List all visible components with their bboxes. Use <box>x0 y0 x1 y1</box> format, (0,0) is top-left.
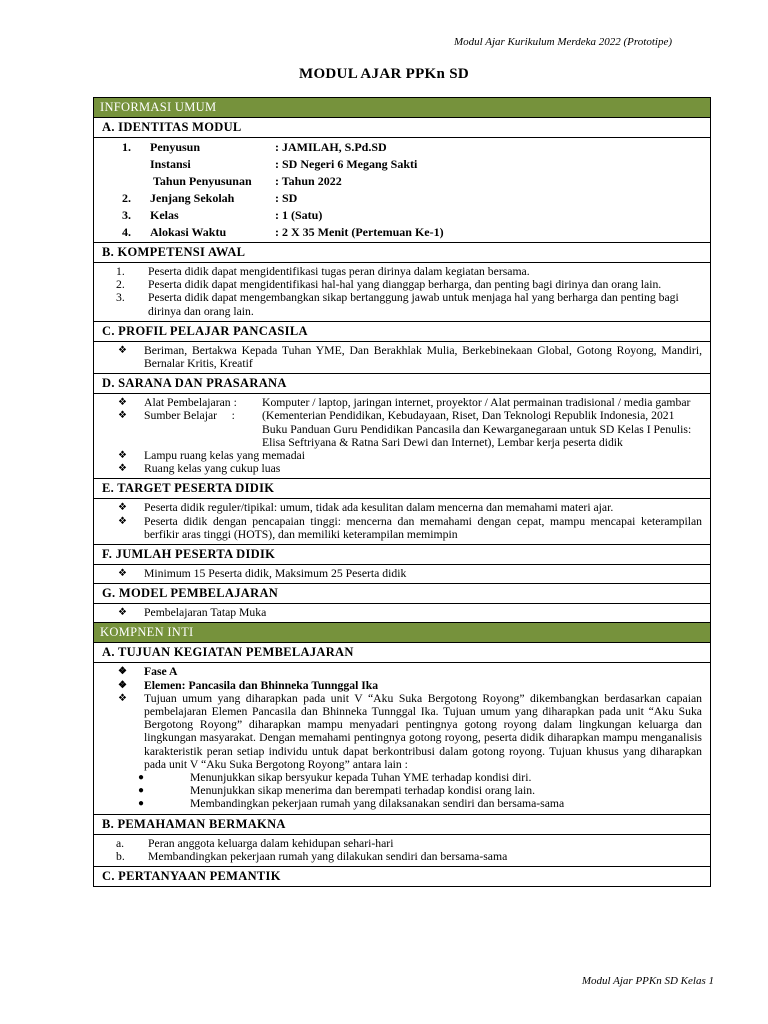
heading-model: G. MODEL PEMBELAJARAN <box>94 584 710 604</box>
list-item: 2. Peserta didik dapat mengidentifikasi hal-hal yang dianggap berharga, dan penting bagi dirinya dan orang lain. <box>116 278 662 292</box>
list-item: a. Peran anggota keluarga dalam kehidupan sehari-hari <box>116 836 394 850</box>
identitas-body <box>94 138 710 243</box>
model-body: ❖ Pembelajaran Tatap Muka <box>94 604 710 623</box>
diamond-bullet-icon: ❖ <box>118 450 127 462</box>
heading-sarana: D. SARANA DAN PRASARANA <box>94 374 710 394</box>
bullet-icon: ● <box>138 798 145 810</box>
diamond-bullet-icon: ❖ <box>118 463 127 475</box>
diamond-bullet-icon: ❖ <box>118 344 127 356</box>
heading-pertanyaan: C. PERTANYAAN PEMANTIK <box>102 869 281 884</box>
identitas-row: Instansi : SD Negeri 6 Megang Sakti <box>150 157 418 171</box>
identitas-row: 2. Jenjang Sekolah : SD <box>122 191 298 205</box>
heading-pemahaman: B. PEMAHAMAN BERMAKNA <box>94 815 710 835</box>
jumlah-body: ❖ Minimum 15 Peserta didik, Maksimum 25 Peserta didik <box>94 565 710 584</box>
target-body: ❖ Peserta didik reguler/tipikal: umum, tidak ada kesulitan dalam mencerna dan memahami materi ajar. ❖ Peserta didik dengan pencapaian tinggi: mencerna dan memahami dengan cepat, mampu mencapai keterampilan berfikir aras tinggi (HOTS), dan memiliki keterampilan memimpin <box>94 499 710 545</box>
list-item: 1. Peserta didik dapat mengidentifikasi tugas peran dirinya dalam kegiatan bersama. <box>116 265 530 278</box>
heading-identitas: A. IDENTITAS MODUL <box>94 118 710 138</box>
pemahaman-body <box>94 835 710 867</box>
list-item: 3. Peserta didik dapat mengembangkan sikap bertanggung jawab untuk menjaga hal yang berharga dan penting bagi dirinya dan orang lain. <box>116 291 679 318</box>
diamond-bullet-icon: ❖ <box>118 502 127 514</box>
tujuan-body: ❖ Fase A ❖ Elemen: Pancasila dan Bhinneka Tunnggal Ika ❖ Tujuan umum yang diharapkan pada unit V “Aku Suka Bergotong Royong” dikembangkan berdasarkan capaian pembelajaran Elemen Pancasila dan Bhinneka Tunnggal Ika. Tujuan umum yang diharapkan pada unit “Aku Suka Bergotong Royong” diharapkan mampu menyadari pentingnya gotong royong dalam lingkungan keluarga dan lingkungan masyarakat. Dengan memahami pentingnya gotong royong, peserta didik diharapkan mampu menganalisis karakteristik peran setiap individu untuk dapat berkontribusi dalam gotong royong. Tujuan khusus yang diharapkan pada unit V “Aku Suka Bergotong Royong” antara lain : ● Menunjukkan sikap bersyukur kepada Tuhan YME terhadap kondisi diri. ● Menunjukkan sikap menerima dan berempati terhadap kondisi orang lain. ● Membandingkan pekerjaan rumah yang dilaksanakan sendiri dan bersama-sama <box>94 663 710 814</box>
sarana-body: ❖ Alat Pembelajaran : Komputer / laptop, jaringan internet, proyektor / Alat permainan tradisional / media gambar ❖ Sumber Belajar : (Kementerian Pendidikan, Kebudayaan, Riset, Dan Teknologi Republik Indonesia, 2021 Buku Panduan Guru Pendidikan Pancasila dan Kewarganegaraan untuk SD Kelas I Penulis: Elisa Seftriyana & Ratna Sari Dewi dan Internet), Lembar kerja peserta didik ❖ Lampu ruang kelas yang memadai ❖ Ruang kelas yang cukup luas <box>94 394 710 479</box>
diamond-bullet-icon: ❖ <box>118 607 127 619</box>
bullet-icon: ● <box>138 772 145 784</box>
identitas-row: 4. Alokasi Waktu : 2 X 35 Menit (Pertemuan Ke-1) <box>122 225 444 239</box>
diamond-bullet-icon: ❖ <box>118 692 127 704</box>
band-informasi-umum: INFORMASI UMUM <box>94 98 710 118</box>
kompetensi-body <box>94 263 710 322</box>
page-title: MODUL AJAR PPKn SD <box>299 66 469 82</box>
heading-kompetensi: B. KOMPETENSI AWAL <box>94 243 710 263</box>
profil-body: ❖ Beriman, Bertakwa Kepada Tuhan YME, Dan Berakhlak Mulia, Berkebinekaan Global, Gotong Royong, Mandiri, Bernalar Kritis, Kreatif <box>94 342 710 374</box>
identitas-row: Tahun Penyusunan : Tahun 2022 <box>153 174 342 188</box>
diamond-bullet-icon: ❖ <box>118 397 127 409</box>
identitas-row: 1. Penyusun : JAMILAH, S.Pd.SD <box>122 140 387 154</box>
diamond-bullet-icon: ❖ <box>118 515 127 527</box>
diamond-bullet-icon: ❖ <box>118 679 127 691</box>
heading-target: E. TARGET PESERTA DIDIK <box>94 479 710 499</box>
module-table <box>93 97 711 887</box>
diamond-bullet-icon: ❖ <box>118 410 127 422</box>
heading-tujuan: A. TUJUAN KEGIATAN PEMBELAJARAN <box>94 643 710 663</box>
heading-profil: C. PROFIL PELAJAR PANCASILA <box>94 322 710 342</box>
running-header: Modul Ajar Kurikulum Merdeka 2022 (Prototipe) <box>453 36 672 48</box>
diamond-bullet-icon: ❖ <box>118 568 127 580</box>
heading-jumlah: F. JUMLAH PESERTA DIDIK <box>94 545 710 565</box>
bullet-icon: ● <box>138 785 145 797</box>
list-item: b. Membandingkan pekerjaan rumah yang dilakukan sendiri dan bersama-sama <box>116 849 508 863</box>
band-komponen-inti: KOMPNEN INTI <box>94 623 710 643</box>
identitas-row: 3. Kelas : 1 (Satu) <box>122 208 323 222</box>
page-footer: Modul Ajar PPKn SD Kelas 1 <box>581 975 714 987</box>
diamond-bullet-icon: ❖ <box>118 666 127 678</box>
